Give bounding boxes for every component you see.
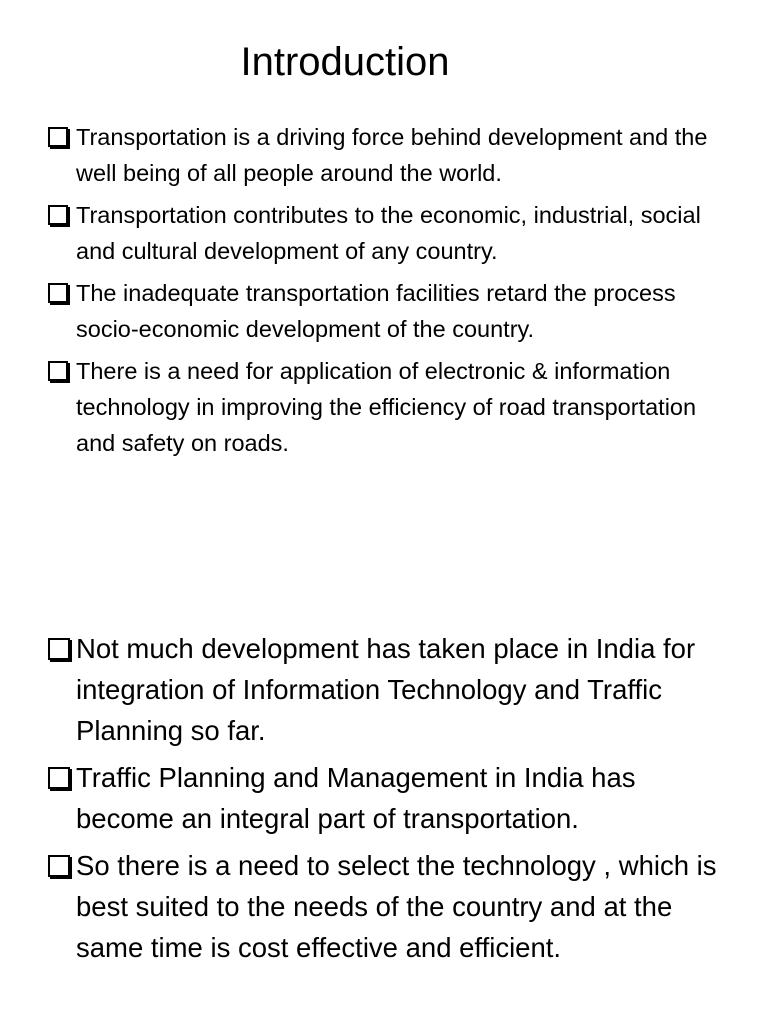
checkbox-icon xyxy=(48,283,68,303)
bullet-item xyxy=(48,353,738,461)
bullet-item xyxy=(48,275,738,347)
bullet-item xyxy=(48,197,738,269)
bullet-item xyxy=(48,757,738,839)
bullet-item xyxy=(48,119,738,191)
bullet-text: Transportation is a driving force behind development and the well being of all people around the world. xyxy=(76,124,708,186)
checkbox-icon xyxy=(48,361,68,381)
bullet-text: The inadequate transportation facilities retard the process socio-economic development of the country. xyxy=(76,280,676,342)
bullet-text: There is a need for application of electronic & information technology in improving the efficiency of road transportation and safety on roads. xyxy=(76,358,697,456)
checkbox-icon xyxy=(48,767,70,789)
bullet-text: Transportation contributes to the economic, industrial, social and cultural development of any country. xyxy=(76,202,701,264)
bullet-text: Traffic Planning and Management in India has become an integral part of transportation. xyxy=(76,762,636,834)
checkbox-icon xyxy=(48,855,70,877)
bullet-item xyxy=(48,628,738,751)
slide-title: Introduction xyxy=(240,40,450,84)
checkbox-icon xyxy=(48,205,68,225)
bullet-item xyxy=(48,845,738,968)
bullet-list-bottom xyxy=(48,628,738,974)
bullet-list-top xyxy=(48,119,738,467)
checkbox-icon xyxy=(48,127,68,147)
bullet-text: Not much development has taken place in India for integration of Information Technology and Traffic Planning so far. xyxy=(76,633,696,746)
bullet-text: So there is a need to select the technology , which is best suited to the needs of the country and at the same time is cost effective and efficient. xyxy=(76,850,717,963)
checkbox-icon xyxy=(48,638,70,660)
